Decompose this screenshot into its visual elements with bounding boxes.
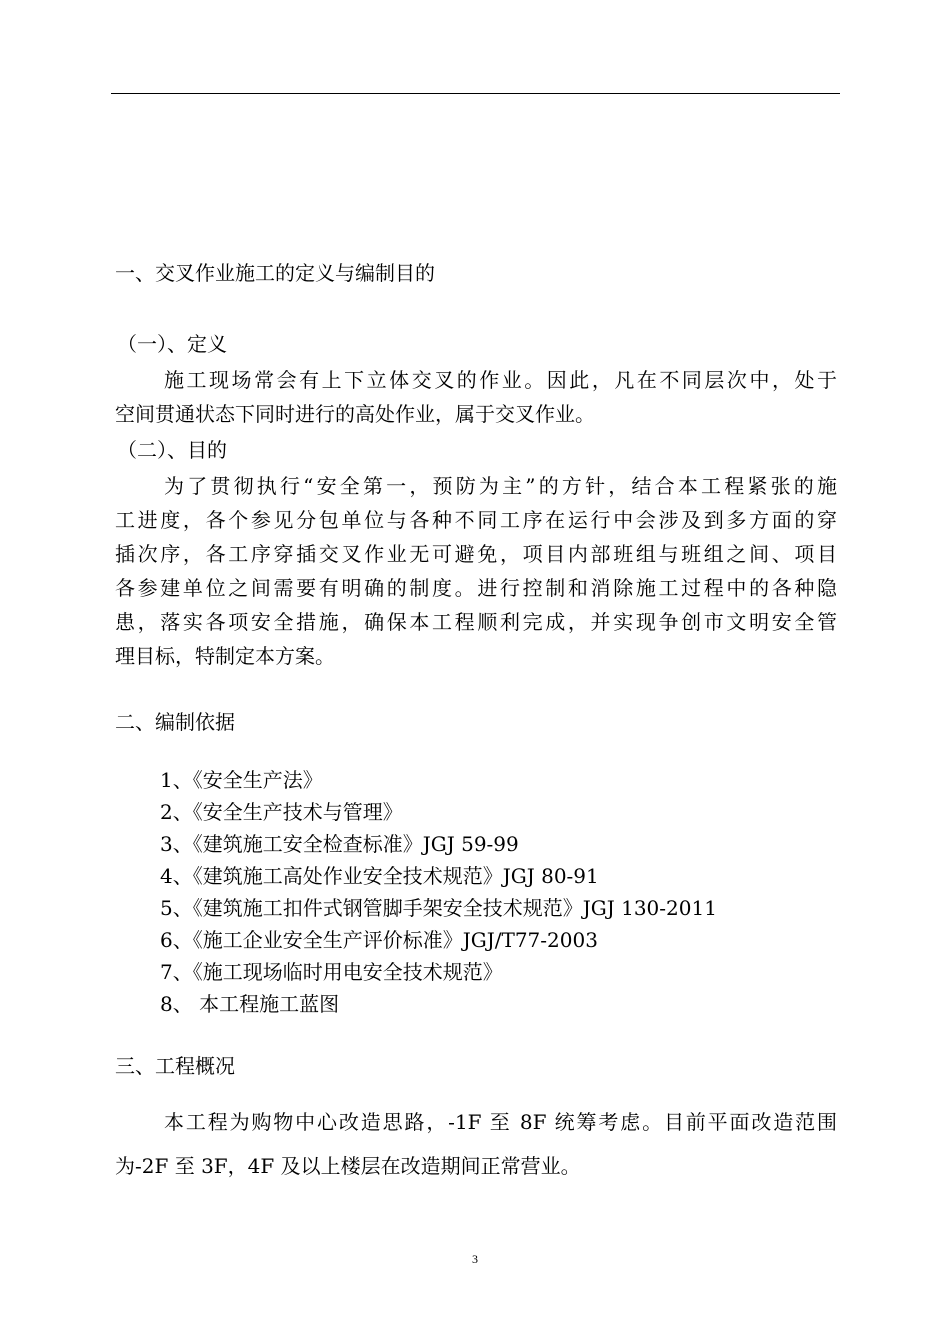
reference-item: 5、《建筑施工扣件式钢管脚手架安全技术规范》JGJ 130-2011 bbox=[160, 896, 717, 920]
purpose-line-4: 各参建单位之间需要有明确的制度。进行控制和消除施工过程中的各种隐 bbox=[115, 576, 837, 600]
overview-line-2: 为-2F 至 3F，4F 及以上楼层在改造期间正常营业。 bbox=[115, 1154, 581, 1178]
reference-item: 8、 本工程施工蓝图 bbox=[160, 992, 340, 1016]
section-3-title: 三、工程概况 bbox=[115, 1054, 235, 1078]
overview-line-1: 本工程为购物中心改造思路，-1F 至 8F 统筹考虑。目前平面改造范围 bbox=[164, 1110, 837, 1134]
purpose-line-6: 理目标，特制定本方案。 bbox=[115, 644, 335, 668]
header-rule bbox=[111, 93, 840, 94]
section-1-title: 一、交叉作业施工的定义与编制目的 bbox=[115, 261, 435, 285]
section-2-title: 二、编制依据 bbox=[115, 710, 235, 734]
reference-item: 6、《施工企业安全生产评价标准》JGJ/T77-2003 bbox=[160, 928, 598, 952]
reference-item: 1、《安全生产法》 bbox=[160, 768, 323, 792]
purpose-line-3: 插次序，各工序穿插交叉作业无可避免，项目内部班组与班组之间、项目 bbox=[115, 542, 837, 566]
subsection-definition-title: （一）、定义 bbox=[117, 332, 227, 356]
reference-item: 7、《施工现场临时用电安全技术规范》 bbox=[160, 960, 503, 984]
reference-item: 2、《安全生产技术与管理》 bbox=[160, 800, 403, 824]
reference-item: 4、《建筑施工高处作业安全技术规范》JGJ 80-91 bbox=[160, 864, 599, 888]
reference-item: 3、《建筑施工安全检查标准》JGJ 59-99 bbox=[160, 832, 519, 856]
purpose-line-1: 为了贯彻执行“安全第一，预防为主”的方针，结合本工程紧张的施 bbox=[164, 474, 837, 498]
subsection-purpose-title: （二）、目的 bbox=[117, 438, 227, 462]
page-number: 3 bbox=[472, 1252, 478, 1266]
definition-line-2: 空间贯通状态下同时进行的高处作业，属于交叉作业。 bbox=[115, 402, 595, 426]
purpose-line-2: 工进度，各个参见分包单位与各种不同工序在运行中会涉及到多方面的穿 bbox=[115, 508, 837, 532]
definition-line-1: 施工现场常会有上下立体交叉的作业。因此，凡在不同层次中，处于 bbox=[164, 368, 837, 392]
purpose-line-5: 患，落实各项安全措施，确保本工程顺利完成，并实现争创市文明安全管 bbox=[115, 610, 837, 634]
